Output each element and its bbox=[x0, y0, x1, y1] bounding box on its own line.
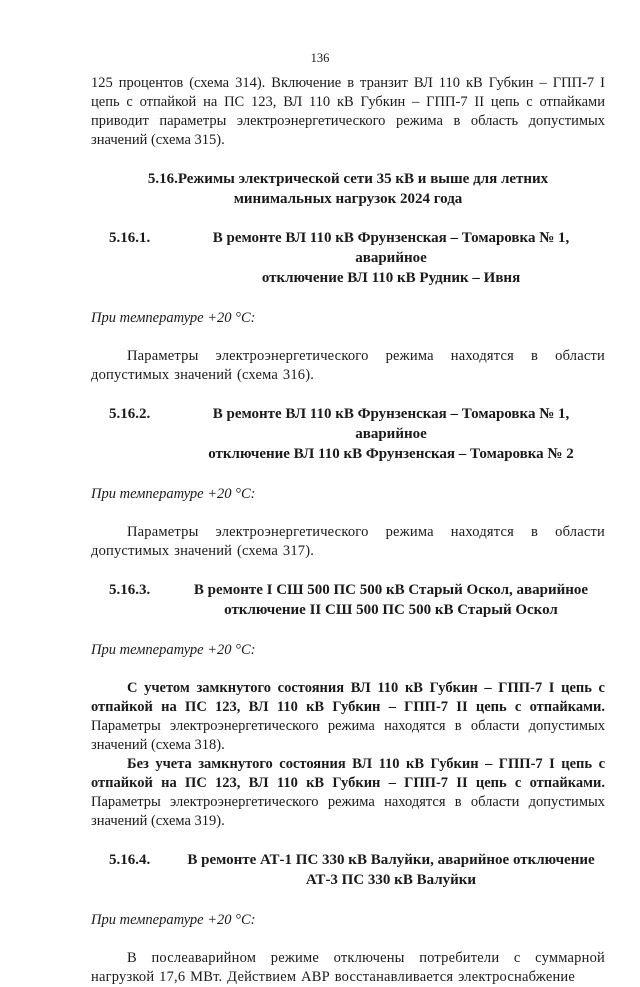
temperature-label: При температуре +20 °С: bbox=[91, 486, 256, 502]
subsection-paragraph: Параметры электроэнергетического режима находятся в области допустимых значений (схема 317). bbox=[91, 524, 605, 559]
temperature-label: При температуре +20 °С: bbox=[91, 642, 256, 658]
subsection-number: 5.16.4. bbox=[109, 852, 151, 868]
paragraph-text: Параметры электроэнергетического режима находятся в области допустимых значений (схема 318). bbox=[91, 718, 605, 753]
subsection-heading-5-16-4 bbox=[91, 850, 605, 890]
subsection-title-line-2: АТ-3 ПС 330 кВ Валуйки bbox=[305, 872, 477, 888]
paragraph-text: Параметры электроэнергетического режима находятся в области допустимых значений (схема 319). bbox=[91, 794, 605, 829]
subsection-title-line-2: отключение II СШ 500 ПС 500 кВ Старый Оскол bbox=[224, 602, 558, 618]
subsection-number: 5.16.2. bbox=[109, 406, 151, 422]
subsection-number: 5.16.3. bbox=[109, 582, 151, 598]
subsection-title bbox=[187, 850, 605, 890]
subsection-title-line-1: В ремонте ВЛ 110 кВ Фрунзенская – Томаровка № 1, аварийное bbox=[212, 406, 570, 442]
subsection-heading-5-16-3 bbox=[91, 580, 605, 620]
subsection-title-line-1: В ремонте I СШ 500 ПС 500 кВ Старый Оскол, аварийное bbox=[193, 582, 589, 598]
subsection-title bbox=[187, 580, 605, 620]
subsection-title-line-1: В ремонте АТ-1 ПС 330 кВ Валуйки, аварийное отключение bbox=[187, 852, 595, 868]
intro-paragraph: 125 процентов (схема 314). Включение в транзит ВЛ 110 кВ Губкин – ГПП-7 I цепь с отпайкой на ПС 123, ВЛ 110 кВ Губкин – ГПП-7 II цепь с отпайками приводит параметры электроэнергетического режима в область допустимых значений (схема 315). bbox=[91, 75, 605, 148]
bold-lead-text: Без учета замкнутого состояния ВЛ 110 кВ Губкин – ГПП-7 I цепь с отпайкой на ПС 123, ВЛ 110 кВ Губкин – ГПП-7 II цепь с отпайками. bbox=[91, 756, 605, 791]
bold-lead-text: С учетом замкнутого состояния ВЛ 110 кВ Губкин – ГПП-7 I цепь с отпайкой на ПС 123, ВЛ 110 кВ Губкин – ГПП-7 II цепь с отпайками. bbox=[91, 680, 605, 715]
subsection-number: 5.16.1. bbox=[109, 230, 151, 246]
page-body bbox=[91, 74, 605, 987]
section-title bbox=[111, 169, 585, 209]
subsection-title-line-2: отключение ВЛ 110 кВ Фрунзенская – Томаровка № 2 bbox=[208, 446, 574, 462]
subsection-paragraph: В послеаварийном режиме отключены потребители с суммарной нагрузкой 17,6 МВт. Действием АВР восстанавливается электроснабжение bbox=[91, 950, 605, 985]
temperature-label: При температуре +20 °С: bbox=[91, 912, 256, 928]
page-number: 136 bbox=[310, 51, 330, 65]
subsection-paragraph: Параметры электроэнергетического режима находятся в области допустимых значений (схема 316). bbox=[91, 348, 605, 383]
subsection-title bbox=[187, 228, 605, 288]
subsection-paragraph-1 bbox=[91, 679, 605, 755]
subsection-heading-5-16-2 bbox=[91, 404, 605, 464]
subsection-heading-5-16-1 bbox=[91, 228, 605, 288]
section-title-line-1: 5.16.Режимы электрической сети 35 кВ и выше для летних bbox=[147, 171, 549, 187]
subsection-title bbox=[187, 404, 605, 464]
subsection-title-line-2: отключение ВЛ 110 кВ Рудник – Ивня bbox=[261, 270, 521, 286]
temperature-label: При температуре +20 °С: bbox=[91, 310, 256, 326]
subsection-paragraph-2 bbox=[91, 755, 605, 831]
subsection-title-line-1: В ремонте ВЛ 110 кВ Фрунзенская – Томаровка № 1, аварийное bbox=[212, 230, 570, 266]
section-title-line-2: минимальных нагрузок 2024 года bbox=[233, 191, 463, 207]
